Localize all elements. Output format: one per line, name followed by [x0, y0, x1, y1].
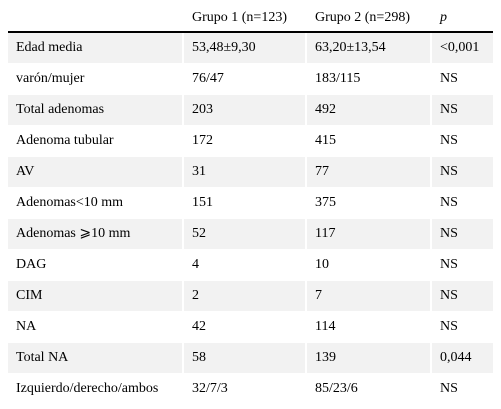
grupo-2-value: 183/115 [306, 63, 431, 94]
grupo-2-value: 117 [306, 218, 431, 249]
row-label: Adenoma tubular [8, 125, 183, 156]
grupo-2-value: 415 [306, 125, 431, 156]
table-row [8, 249, 493, 280]
table-row [8, 63, 493, 94]
p-value: NS [431, 373, 493, 404]
p-value: NS [431, 63, 493, 94]
grupo-2-value: 77 [306, 156, 431, 187]
header-cell-p: p [431, 4, 493, 32]
row-label: Izquierdo/derecho/ambos [8, 373, 183, 404]
table-row [8, 94, 493, 125]
grupo-1-value: 203 [183, 94, 306, 125]
row-label: NA [8, 311, 183, 342]
grupo-1-value: 4 [183, 249, 306, 280]
p-value: NS [431, 94, 493, 125]
results-table [8, 4, 493, 405]
table-body [8, 32, 493, 404]
grupo-1-value: 76/47 [183, 63, 306, 94]
table-row [8, 32, 493, 63]
p-value: NS [431, 156, 493, 187]
row-label: CIM [8, 280, 183, 311]
grupo-2-value: 375 [306, 187, 431, 218]
p-value: NS [431, 249, 493, 280]
grupo-1-value: 2 [183, 280, 306, 311]
row-label: Total NA [8, 342, 183, 373]
row-label: Adenomas<10 mm [8, 187, 183, 218]
results-table-container [8, 4, 493, 405]
grupo-1-value: 31 [183, 156, 306, 187]
table-row [8, 280, 493, 311]
p-value: <0,001 [431, 32, 493, 63]
header-cell-grupo-2: Grupo 2 (n=298) [306, 4, 431, 32]
p-value: NS [431, 218, 493, 249]
p-value: 0,044 [431, 342, 493, 373]
table-header [8, 4, 493, 32]
grupo-2-value: 7 [306, 280, 431, 311]
grupo-1-value: 58 [183, 342, 306, 373]
header-cell-label [8, 4, 183, 32]
row-label: DAG [8, 249, 183, 280]
grupo-1-value: 32/7/3 [183, 373, 306, 404]
grupo-2-value: 10 [306, 249, 431, 280]
row-label: Adenomas ⩾10 mm [8, 218, 183, 249]
p-value: NS [431, 125, 493, 156]
table-row [8, 373, 493, 404]
table-row [8, 156, 493, 187]
table-row [8, 311, 493, 342]
grupo-2-value: 63,20±13,54 [306, 32, 431, 63]
grupo-1-value: 42 [183, 311, 306, 342]
table-row [8, 218, 493, 249]
row-label: varón/mujer [8, 63, 183, 94]
p-value: NS [431, 280, 493, 311]
grupo-1-value: 53,48±9,30 [183, 32, 306, 63]
grupo-2-value: 139 [306, 342, 431, 373]
grupo-1-value: 172 [183, 125, 306, 156]
p-value: NS [431, 311, 493, 342]
table-row [8, 342, 493, 373]
grupo-1-value: 52 [183, 218, 306, 249]
table-row [8, 187, 493, 218]
table-row [8, 125, 493, 156]
header-cell-grupo-1: Grupo 1 (n=123) [183, 4, 306, 32]
header-row [8, 4, 493, 32]
row-label: Total adenomas [8, 94, 183, 125]
grupo-2-value: 492 [306, 94, 431, 125]
p-value: NS [431, 187, 493, 218]
grupo-1-value: 151 [183, 187, 306, 218]
row-label: Edad media [8, 32, 183, 63]
row-label: AV [8, 156, 183, 187]
grupo-2-value: 114 [306, 311, 431, 342]
grupo-2-value: 85/23/6 [306, 373, 431, 404]
